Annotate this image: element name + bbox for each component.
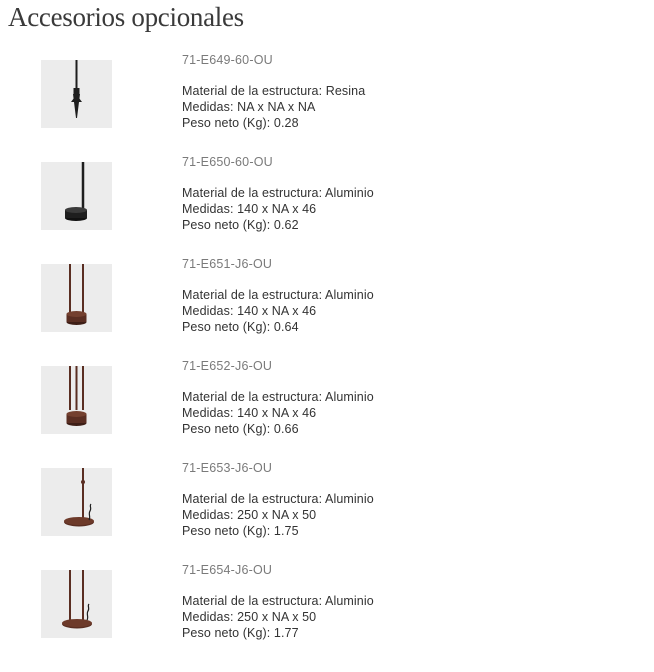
- list-item: [0, 359, 654, 468]
- weight-text: Peso neto (Kg): 1.77: [182, 626, 299, 640]
- double-pole-base-icon: [41, 264, 112, 332]
- weight-text: Peso neto (Kg): 0.64: [182, 320, 299, 334]
- list-item: [0, 53, 654, 162]
- list-item: [0, 155, 654, 264]
- product-thumbnail[interactable]: [41, 468, 112, 536]
- material-text: Material de la estructura: Aluminio: [182, 492, 374, 506]
- product-code: 71-E652-J6-OU: [182, 359, 273, 373]
- dimensions-text: Medidas: 140 x NA x 46: [182, 202, 317, 216]
- material-text: Material de la estructura: Resina: [182, 84, 366, 98]
- product-code: 71-E651-J6-OU: [182, 257, 273, 271]
- weight-text: Peso neto (Kg): 0.62: [182, 218, 299, 232]
- dimensions-text: Medidas: 250 x NA x 50: [182, 508, 317, 522]
- product-thumbnail[interactable]: [41, 60, 112, 128]
- single-pole-base-icon: [41, 162, 112, 230]
- product-code: 71-E650-60-OU: [182, 155, 273, 169]
- material-text: Material de la estructura: Aluminio: [182, 390, 374, 404]
- dimensions-text: Medidas: NA x NA x NA: [182, 100, 316, 114]
- material-text: Material de la estructura: Aluminio: [182, 186, 374, 200]
- product-thumbnail[interactable]: [41, 366, 112, 434]
- product-code: 71-E649-60-OU: [182, 53, 273, 67]
- product-thumbnail[interactable]: [41, 264, 112, 332]
- double-pole-plate-cable-icon: [41, 570, 112, 638]
- material-text: Material de la estructura: Aluminio: [182, 288, 374, 302]
- triple-pole-base-icon: [41, 366, 112, 434]
- weight-text: Peso neto (Kg): 0.28: [182, 116, 299, 130]
- material-text: Material de la estructura: Aluminio: [182, 594, 374, 608]
- list-item: [0, 257, 654, 366]
- product-thumbnail[interactable]: [41, 162, 112, 230]
- dimensions-text: Medidas: 250 x NA x 50: [182, 610, 317, 624]
- dimensions-text: Medidas: 140 x NA x 46: [182, 406, 317, 420]
- spike-stake-icon: [41, 60, 112, 128]
- weight-text: Peso neto (Kg): 1.75: [182, 524, 299, 538]
- product-code: 71-E653-J6-OU: [182, 461, 273, 475]
- product-thumbnail[interactable]: [41, 570, 112, 638]
- product-code: 71-E654-J6-OU: [182, 563, 273, 577]
- weight-text: Peso neto (Kg): 0.66: [182, 422, 299, 436]
- list-item: [0, 563, 654, 672]
- single-pole-plate-cable-icon: [41, 468, 112, 536]
- list-item: [0, 461, 654, 570]
- dimensions-text: Medidas: 140 x NA x 46: [182, 304, 317, 318]
- section-title: Accesorios opcionales: [8, 2, 244, 32]
